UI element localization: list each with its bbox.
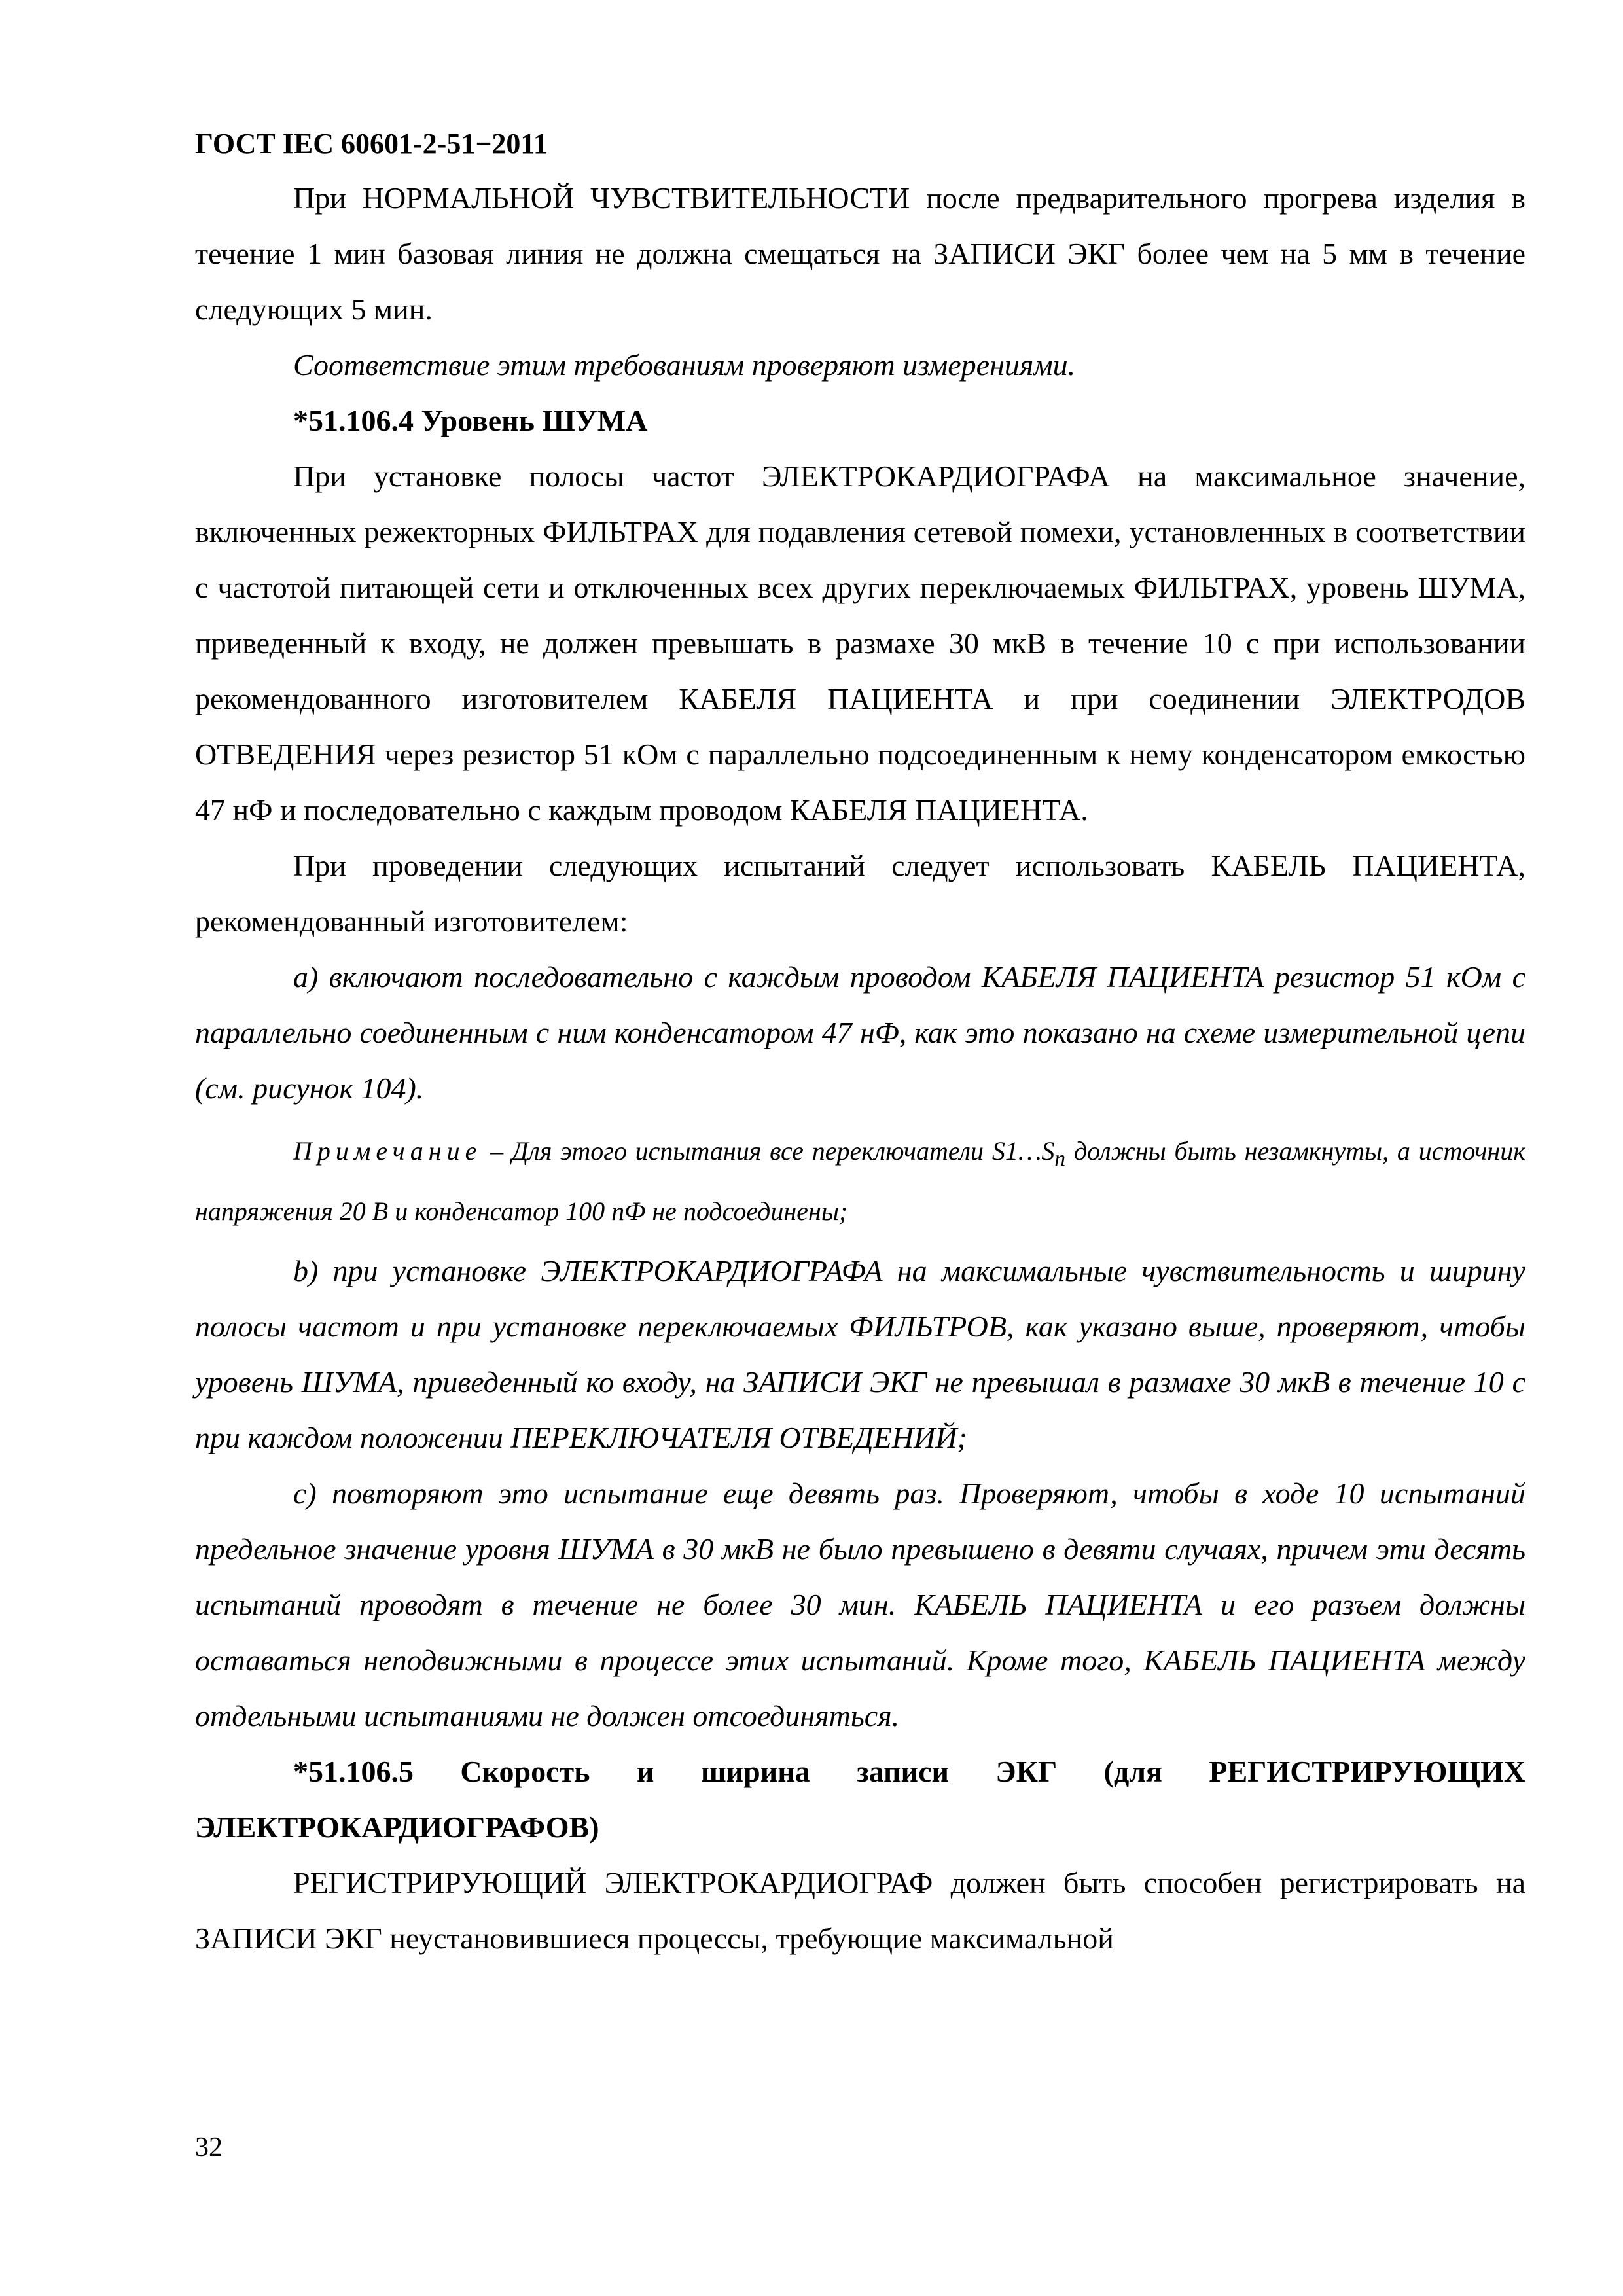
section-heading-recording-speed: *51.106.5 Скорость и ширина записи ЭКГ (для РЕГИСТРИРУЮЩИХ ЭЛЕКТРОКАРДИОГРАФОВ) [195, 1755, 1525, 1844]
page-number: 32 [195, 2132, 223, 2162]
note-subscript: n [1054, 1147, 1066, 1171]
note-block [195, 1125, 1525, 1238]
document-header: ГОСТ IEC 60601-2-51−2011 [195, 128, 548, 160]
paragraph-recording: РЕГИСТРИРУЮЩИЙ ЭЛЕКТРОКАРДИОГРАФ должен быть способен регистрировать на ЗАПИСИ ЭКГ неустановившиеся процессы, требующие максимальной [195, 1866, 1525, 1955]
paragraph-patient-cable: При проведении следующих испытаний следует использовать КАБЕЛЬ ПАЦИЕНТА, рекомендованный изготовителем: [195, 849, 1525, 938]
note-label: Примечание [293, 1136, 482, 1166]
list-item-a: а) включают последовательно с каждым проводом КАБЕЛЯ ПАЦИЕНТА резистор 51 кОм с параллельно соединенным с ним конденсатором 47 нФ, как это показано на схеме измерительной цепи (см. рисунок 104). [195, 960, 1525, 1105]
text-column [195, 118, 1525, 1966]
list-item-c: c) повторяют это испытание еще девять раз. Проверяют, чтобы в ходе 10 испытаний предельное значение уровня ШУМА в 30 мкВ не было превышено в девяти случаях, причем эти десять испытаний проводят в течение не более 30 мин. КАБЕЛЬ ПАЦИЕНТА и его разъем должны оставаться неподвижными в процессе этих испытаний. Кроме того, КАБЕЛЬ ПАЦИЕНТА между отдельными испытаниями не должен отсоединяться. [195, 1477, 1525, 1732]
note-text-end: должны быть незамкнуты, а источник напряжения 20 В и конденсатор 100 пФ не подсоединены; [195, 1136, 1525, 1226]
list-item-b: b) при установке ЭЛЕКТРОКАРДИОГРАФА на максимальные чувствительность и ширину полосы частот и при установке переключаемых ФИЛЬТРОВ, как указано выше, проверяют, чтобы уровень ШУМА, приведенный ко входу, на ЗАПИСИ ЭКГ не превышал в размахе 30 мкВ в течение 10 с при каждом положении ПЕРЕКЛЮЧАТЕЛЯ ОТВЕДЕНИЙ; [195, 1254, 1525, 1454]
paragraph-noise-level: При установке полосы частот ЭЛЕКТРОКАРДИОГРАФА на максимальное значение, включенных режекторных ФИЛЬТРАХ для подавления сетевой помехи, установленных в соответствии с частотой питающей сети и отключенных всех других переключаемых ФИЛЬТРАХ, уровень ШУМА, приведенный к входу, не должен превышать в размахе 30 мкВ в течение 10 с при использовании рекомендованного изготовителем КАБЕЛЯ ПАЦИЕНТА и при соединении ЭЛЕКТРОДОВ ОТВЕДЕНИЯ через резистор 51 кОм с параллельно подсоединенным к нему конденсатором емкостью 47 нФ и последовательно с каждым проводом КАБЕЛЯ ПАЦИЕНТА. [195, 459, 1525, 827]
paragraph-sensitivity: При НОРМАЛЬНОЙ ЧУВСТВИТЕЛЬНОСТИ после предварительного прогрева изделия в течение 1 мин базовая линия не должна смещаться на ЗАПИСИ ЭКГ более чем на 5 мм в течение следующих 5 мин. [195, 181, 1525, 326]
note-text-start: – Для этого испытания все переключатели S1…S [482, 1136, 1055, 1166]
compliance-statement: Соответствие этим требованиям проверяют измерениями. [293, 348, 1076, 382]
section-heading-noise: *51.106.4 Уровень ШУМА [293, 404, 648, 437]
